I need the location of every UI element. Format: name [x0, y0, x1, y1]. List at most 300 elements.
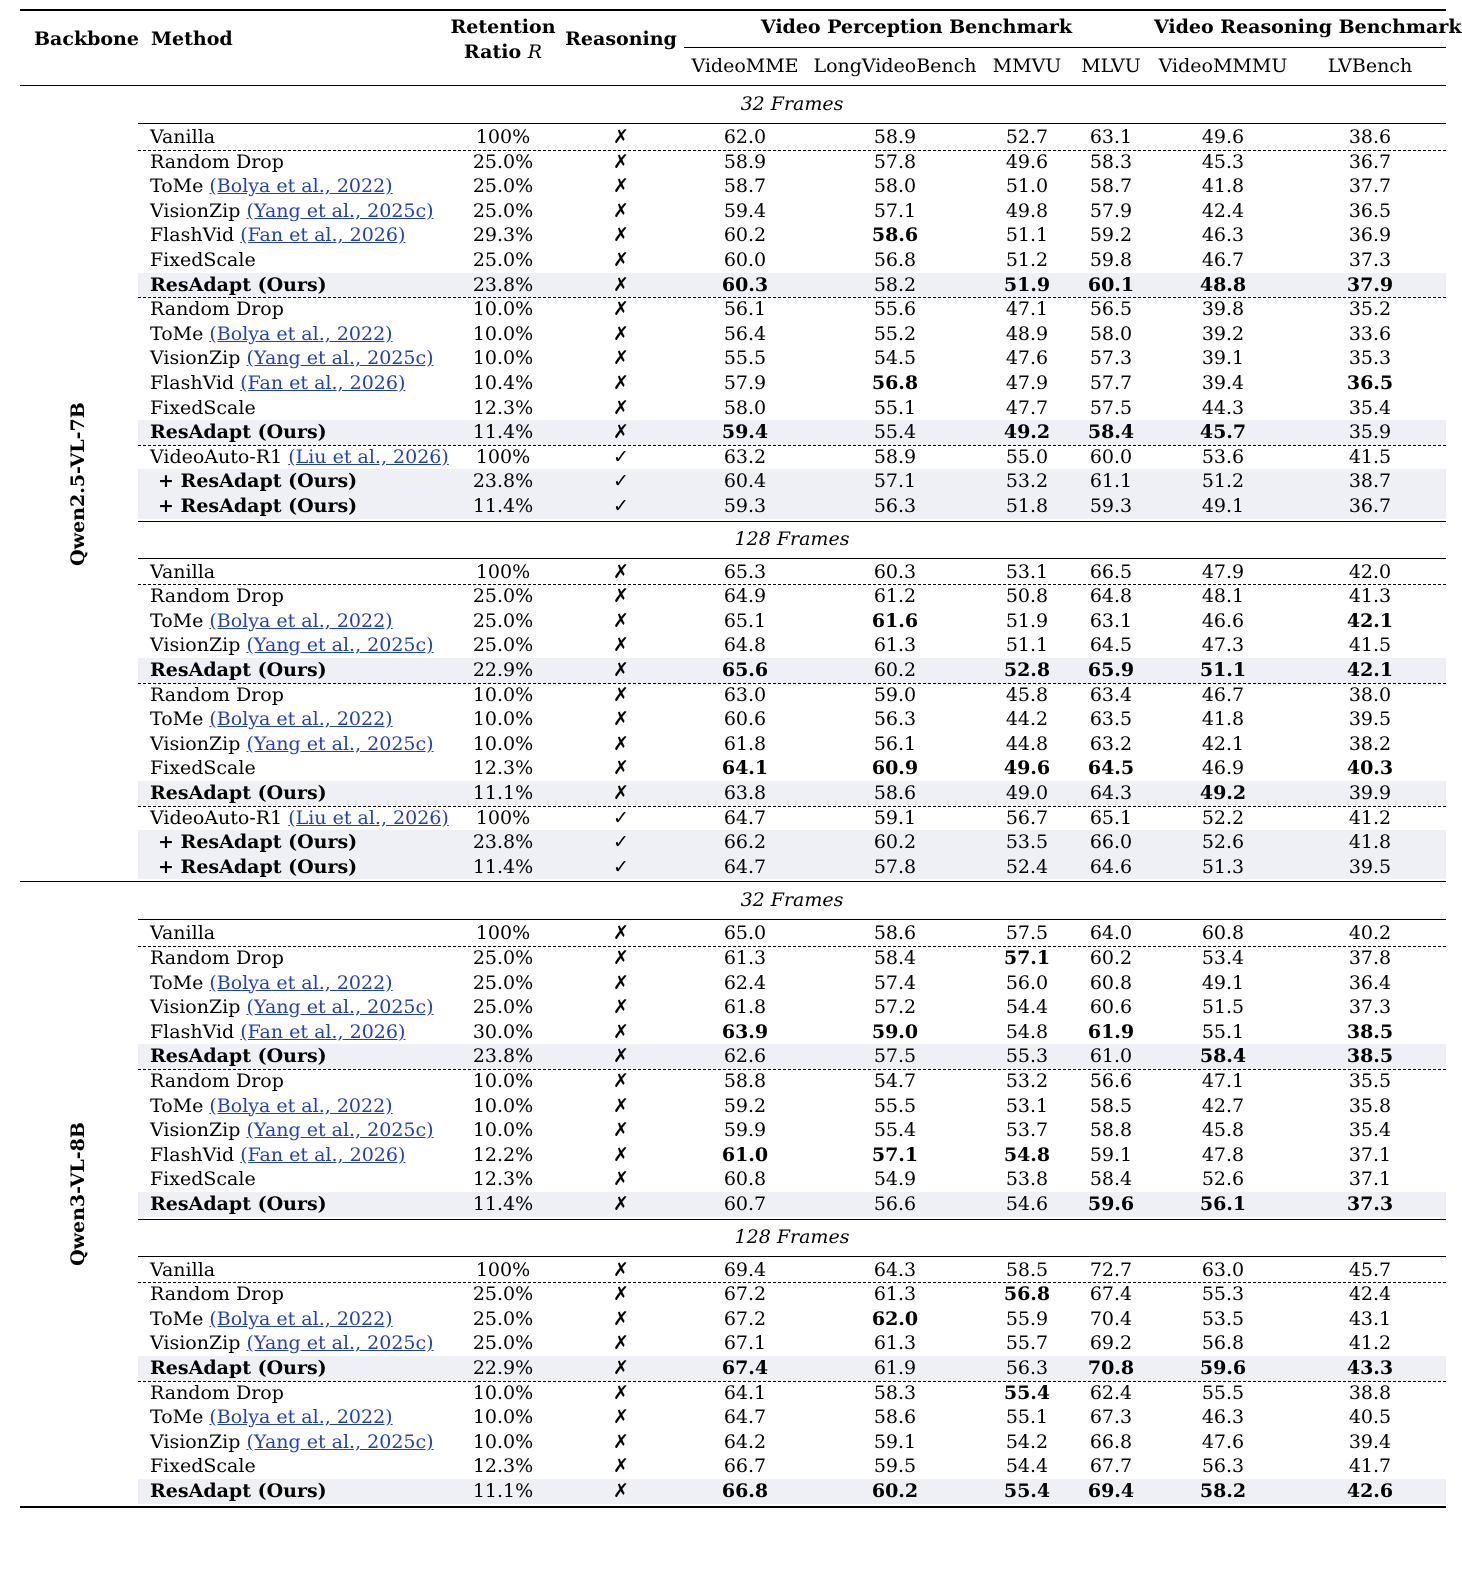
- score-mmvu: 52.4: [1005, 855, 1049, 878]
- retention-ratio: 100%: [475, 445, 531, 468]
- score-lvbench: 39.4: [1348, 1430, 1392, 1453]
- retention-ratio: 25.0%: [472, 971, 534, 994]
- score-mmvu: 51.2: [1005, 249, 1049, 271]
- method-name: ResAdapt (Ours): [150, 1357, 327, 1379]
- method-name: Vanilla: [150, 1258, 216, 1281]
- method-name: + ResAdapt (Ours): [158, 855, 358, 878]
- score-longvideobench: 59.1: [873, 806, 917, 829]
- score-mmvu: 56.8: [1003, 1283, 1051, 1306]
- table-row: [138, 297, 1446, 322]
- score-mmvu: 55.9: [1005, 1307, 1049, 1330]
- retention-ratio: 25.0%: [472, 1283, 534, 1306]
- reasoning-mark: ✗: [613, 634, 629, 657]
- retention-ratio: 25.0%: [472, 996, 534, 1019]
- score-mmvu: 54.4: [1005, 1455, 1049, 1478]
- score-videommmu: 39.2: [1201, 322, 1245, 345]
- citation-link[interactable]: (Bolya et al., 2022): [209, 971, 393, 994]
- score-videommmu: 39.4: [1201, 372, 1245, 394]
- citation-link[interactable]: (Yang et al., 2025c): [246, 1119, 434, 1142]
- citation-link[interactable]: (Fan et al., 2026): [240, 224, 406, 247]
- citation-link[interactable]: (Fan et al., 2026): [240, 372, 406, 394]
- table-row: [138, 396, 1446, 421]
- section-title: 32 Frames: [740, 889, 844, 912]
- table-row: [138, 971, 1446, 996]
- score-videomme: 55.5: [723, 347, 767, 370]
- score-mmvu: 49.2: [1003, 421, 1051, 444]
- retention-ratio: 25.0%: [472, 585, 534, 608]
- score-mlvu: 64.5: [1087, 757, 1135, 780]
- score-mlvu: 61.0: [1089, 1045, 1133, 1068]
- reasoning-mark: ✓: [613, 445, 629, 468]
- score-mmvu: 56.3: [1005, 1357, 1049, 1379]
- score-lvbench: 35.3: [1348, 347, 1392, 370]
- reasoning-mark: ✗: [613, 1168, 629, 1191]
- table-row: [138, 371, 1446, 396]
- table-row: [138, 1331, 1446, 1356]
- section-title: 128 Frames: [734, 1225, 850, 1248]
- reasoning-mark: ✗: [613, 1332, 629, 1355]
- table-row: [138, 199, 1446, 224]
- score-videomme: 59.2: [723, 1094, 767, 1117]
- table-row: [138, 946, 1446, 971]
- score-longvideobench: 59.1: [873, 1430, 917, 1453]
- backbone-label: Qwen3-VL-8B: [67, 1122, 89, 1266]
- score-lvbench: 39.5: [1348, 708, 1392, 731]
- score-mlvu: 67.3: [1089, 1406, 1133, 1429]
- score-longvideobench: 57.4: [873, 971, 917, 994]
- section-title: 32 Frames: [740, 93, 844, 115]
- score-longvideobench: 58.6: [871, 224, 919, 247]
- reasoning-mark: ✗: [613, 1455, 629, 1478]
- score-mmvu: 54.8: [1003, 1143, 1051, 1166]
- retention-ratio: 10.0%: [472, 1430, 534, 1453]
- score-longvideobench: 61.9: [873, 1357, 917, 1379]
- retention-ratio: 25.0%: [472, 609, 534, 632]
- score-lvbench: 42.4: [1348, 1283, 1392, 1306]
- table-row: [138, 1430, 1446, 1455]
- score-videomme: 56.4: [723, 322, 767, 345]
- reasoning-mark: ✗: [613, 421, 629, 444]
- score-videomme: 59.9: [723, 1119, 767, 1142]
- retention-ratio: 11.1%: [472, 1480, 534, 1502]
- citation-link[interactable]: (Fan et al., 2026): [240, 1143, 406, 1166]
- retention-ratio: 30.0%: [472, 1020, 534, 1043]
- score-videomme: 66.8: [721, 1480, 769, 1502]
- score-videomme: 67.4: [721, 1357, 769, 1379]
- score-videomme: 65.6: [721, 659, 769, 681]
- score-videommmu: 51.1: [1199, 659, 1247, 681]
- citation-link[interactable]: (Bolya et al., 2022): [209, 1307, 393, 1330]
- score-mlvu: 57.5: [1089, 396, 1133, 419]
- score-longvideobench: 59.0: [873, 683, 917, 706]
- method-name: Random Drop: [150, 585, 284, 608]
- score-mlvu: 58.3: [1089, 150, 1133, 173]
- score-mmvu: 58.5: [1005, 1258, 1049, 1281]
- method-name: Random Drop: [150, 1070, 284, 1092]
- score-longvideobench: 56.3: [873, 495, 917, 517]
- score-videomme: 63.9: [721, 1020, 769, 1043]
- score-videomme: 59.4: [721, 421, 769, 444]
- table-row: [138, 223, 1446, 248]
- score-mmvu: 55.7: [1005, 1332, 1049, 1355]
- score-mmvu: 55.1: [1005, 1406, 1049, 1429]
- score-videommmu: 41.8: [1201, 708, 1245, 731]
- reasoning-mark: ✗: [613, 1307, 629, 1330]
- score-longvideobench: 56.1: [873, 732, 917, 755]
- table-row: [138, 633, 1446, 658]
- method-name: ResAdapt (Ours): [150, 1480, 327, 1502]
- reasoning-mark: ✗: [613, 708, 629, 731]
- score-mmvu: 48.9: [1005, 322, 1049, 345]
- reasoning-mark: ✗: [613, 1258, 629, 1281]
- method-name: FixedScale: [150, 396, 256, 419]
- score-mmvu: 44.2: [1005, 708, 1049, 731]
- method-name: Random Drop: [150, 947, 284, 969]
- score-longvideobench: 58.6: [873, 1406, 917, 1429]
- score-mlvu: 59.1: [1089, 1143, 1133, 1166]
- method-name: ToMe (Bolya et al., 2022): [150, 708, 393, 731]
- citation-link[interactable]: (Liu et al., 2026): [288, 806, 449, 829]
- score-mmvu: 51.9: [1003, 273, 1051, 296]
- retention-ratio: 25.0%: [472, 175, 534, 198]
- method-name: VideoAuto-R1 (Liu et al., 2026): [150, 806, 449, 829]
- retention-ratio: 100%: [475, 126, 531, 148]
- column-header-videommmu: VideoMMMU: [1158, 55, 1288, 77]
- table-row: [138, 1307, 1446, 1332]
- score-videomme: 58.8: [723, 1070, 767, 1092]
- score-lvbench: 41.5: [1348, 634, 1392, 657]
- score-longvideobench: 60.2: [871, 1480, 919, 1502]
- citation-link[interactable]: (Bolya et al., 2022): [209, 609, 393, 632]
- citation-link[interactable]: (Bolya et al., 2022): [209, 1094, 393, 1117]
- score-lvbench: 42.1: [1346, 609, 1394, 632]
- score-mmvu: 49.8: [1005, 199, 1049, 222]
- score-mmvu: 54.6: [1005, 1193, 1049, 1215]
- method-name: FixedScale: [150, 757, 256, 780]
- score-mlvu: 63.1: [1089, 126, 1133, 148]
- table-row: [138, 921, 1446, 946]
- reasoning-mark: ✓: [613, 855, 629, 878]
- method-name: FixedScale: [150, 1455, 256, 1478]
- reasoning-mark: ✗: [613, 150, 629, 173]
- table-row: [138, 1094, 1446, 1119]
- method-name: ResAdapt (Ours): [150, 421, 327, 444]
- score-videommmu: 46.6: [1201, 609, 1245, 632]
- retention-ratio: 10.0%: [472, 1406, 534, 1429]
- retention-ratio: 29.3%: [472, 224, 534, 247]
- score-lvbench: 36.5: [1346, 372, 1394, 394]
- score-videomme: 63.2: [723, 445, 767, 468]
- table-row: [138, 584, 1446, 609]
- score-mmvu: 53.1: [1005, 560, 1049, 583]
- score-mmvu: 56.0: [1005, 971, 1049, 994]
- retention-ratio: 23.8%: [472, 831, 534, 854]
- citation-link[interactable]: (Liu et al., 2026): [288, 445, 449, 468]
- retention-ratio: 25.0%: [472, 150, 534, 173]
- table-row: [138, 420, 1446, 445]
- score-mlvu: 58.5: [1089, 1094, 1133, 1117]
- bottom-rule: [20, 1506, 1446, 1508]
- score-mlvu: 59.2: [1089, 224, 1133, 247]
- table-row: [138, 781, 1446, 806]
- score-lvbench: 41.2: [1348, 1332, 1392, 1355]
- score-lvbench: 36.4: [1348, 971, 1392, 994]
- retention-ratio: 11.4%: [472, 495, 534, 517]
- score-mmvu: 54.4: [1005, 996, 1049, 1019]
- score-mmvu: 47.1: [1005, 298, 1049, 321]
- method-name: + ResAdapt (Ours): [158, 831, 358, 854]
- table-row: [138, 1454, 1446, 1479]
- score-mmvu: 51.1: [1005, 224, 1049, 247]
- method-name: VisionZip (Yang et al., 2025c): [150, 1430, 434, 1453]
- header-perception-group: Video Perception Benchmark: [760, 16, 1073, 38]
- score-videomme: 65.1: [723, 609, 767, 632]
- score-mlvu: 67.4: [1089, 1283, 1133, 1306]
- citation-link[interactable]: (Yang et al., 2025c): [246, 347, 434, 370]
- citation-link[interactable]: (Bolya et al., 2022): [209, 322, 393, 345]
- score-lvbench: 37.8: [1348, 947, 1392, 969]
- citation-link[interactable]: (Bolya et al., 2022): [209, 708, 393, 731]
- score-mmvu: 54.2: [1005, 1430, 1049, 1453]
- score-lvbench: 36.5: [1348, 199, 1392, 222]
- score-longvideobench: 61.3: [873, 634, 917, 657]
- method-name: + ResAdapt (Ours): [158, 470, 358, 493]
- score-mmvu: 47.7: [1005, 396, 1049, 419]
- score-mmvu: 51.8: [1005, 495, 1049, 517]
- column-header-longvideobench: LongVideoBench: [813, 55, 977, 77]
- score-mmvu: 53.8: [1005, 1168, 1049, 1191]
- table-row: [138, 855, 1446, 880]
- table-row: [138, 1069, 1446, 1094]
- score-mlvu: 58.4: [1089, 1168, 1133, 1191]
- score-longvideobench: 58.3: [873, 1381, 917, 1404]
- score-mmvu: 53.1: [1005, 1094, 1049, 1117]
- citation-link[interactable]: (Yang et al., 2025c): [246, 634, 434, 657]
- retention-ratio: 10.0%: [472, 1094, 534, 1117]
- score-mlvu: 58.7: [1089, 175, 1133, 198]
- score-longvideobench: 58.4: [873, 947, 917, 969]
- score-lvbench: 40.2: [1348, 922, 1392, 945]
- retention-ratio: 23.8%: [472, 470, 534, 493]
- score-lvbench: 38.8: [1348, 1381, 1392, 1404]
- score-longvideobench: 56.6: [873, 1193, 917, 1215]
- method-name: Vanilla: [150, 126, 216, 148]
- table-row: [138, 609, 1446, 634]
- score-lvbench: 39.5: [1348, 855, 1392, 878]
- score-mlvu: 58.8: [1089, 1119, 1133, 1142]
- citation-link[interactable]: (Yang et al., 2025c): [246, 1332, 434, 1355]
- score-videomme: 60.7: [723, 1193, 767, 1215]
- score-longvideobench: 60.9: [871, 757, 919, 780]
- table-row: [138, 806, 1446, 831]
- score-videommmu: 63.0: [1201, 1258, 1245, 1281]
- score-longvideobench: 60.2: [873, 659, 917, 681]
- score-lvbench: 37.1: [1348, 1168, 1392, 1191]
- reasoning-mark: ✗: [613, 273, 629, 296]
- retention-ratio: 25.0%: [472, 249, 534, 271]
- score-mmvu: 54.8: [1005, 1020, 1049, 1043]
- method-name: FlashVid (Fan et al., 2026): [150, 372, 406, 394]
- score-longvideobench: 58.6: [873, 922, 917, 945]
- score-videomme: 65.0: [723, 922, 767, 945]
- header-reasoning-group: Video Reasoning Benchmark: [1154, 16, 1462, 38]
- score-longvideobench: 60.2: [873, 831, 917, 854]
- method-name: VisionZip (Yang et al., 2025c): [150, 732, 434, 755]
- retention-ratio: 25.0%: [472, 1332, 534, 1355]
- retention-ratio: 100%: [475, 1258, 531, 1281]
- reasoning-mark: ✗: [613, 1381, 629, 1404]
- score-videomme: 60.2: [723, 224, 767, 247]
- table-row: [138, 995, 1446, 1020]
- reasoning-mark: ✗: [613, 249, 629, 271]
- score-lvbench: 41.7: [1348, 1455, 1392, 1478]
- score-videommmu: 42.7: [1201, 1094, 1245, 1117]
- score-mmvu: 44.8: [1005, 732, 1049, 755]
- score-lvbench: 42.1: [1346, 659, 1394, 681]
- score-longvideobench: 54.5: [873, 347, 917, 370]
- score-videommmu: 42.1: [1201, 732, 1245, 755]
- score-longvideobench: 55.1: [873, 396, 917, 419]
- reasoning-mark: ✗: [613, 1143, 629, 1166]
- score-mlvu: 66.0: [1089, 831, 1133, 854]
- table-row: [138, 346, 1446, 371]
- score-videommmu: 46.7: [1201, 683, 1245, 706]
- score-mlvu: 61.1: [1089, 470, 1133, 493]
- table-row: [138, 322, 1446, 347]
- score-videomme: 65.3: [723, 560, 767, 583]
- score-videomme: 66.2: [723, 831, 767, 854]
- reasoning-mark: ✗: [613, 585, 629, 608]
- score-longvideobench: 54.9: [873, 1168, 917, 1191]
- method-name: VisionZip (Yang et al., 2025c): [150, 1119, 434, 1142]
- method-name: VisionZip (Yang et al., 2025c): [150, 996, 434, 1019]
- score-videommmu: 47.1: [1201, 1070, 1245, 1092]
- citation-link[interactable]: (Fan et al., 2026): [240, 1020, 406, 1043]
- score-mmvu: 45.8: [1005, 683, 1049, 706]
- retention-ratio: 11.1%: [472, 782, 534, 804]
- score-longvideobench: 58.0: [873, 175, 917, 198]
- score-videomme: 60.3: [721, 273, 769, 296]
- retention-ratio: 10.0%: [472, 708, 534, 731]
- score-videomme: 60.8: [723, 1168, 767, 1191]
- table-row: [138, 1258, 1446, 1283]
- section-rule: [138, 521, 1446, 522]
- method-name: ResAdapt (Ours): [150, 1045, 327, 1068]
- retention-ratio: 10.0%: [472, 1070, 534, 1092]
- retention-ratio: 11.4%: [472, 421, 534, 444]
- score-videommmu: 51.3: [1201, 855, 1245, 878]
- score-mmvu: 53.7: [1005, 1119, 1049, 1142]
- score-videomme: 58.7: [723, 175, 767, 198]
- method-name: + ResAdapt (Ours): [158, 495, 358, 517]
- score-mmvu: 53.2: [1005, 1070, 1049, 1092]
- score-videomme: 64.7: [723, 1406, 767, 1429]
- table-row: [138, 1479, 1446, 1504]
- citation-link[interactable]: (Yang et al., 2025c): [246, 732, 434, 755]
- score-videommmu: 55.1: [1201, 1020, 1245, 1043]
- reasoning-mark: ✗: [613, 1094, 629, 1117]
- score-videomme: 62.0: [723, 126, 767, 148]
- score-mlvu: 61.9: [1087, 1020, 1135, 1043]
- column-header-mmvu: MMVU: [992, 55, 1062, 77]
- method-name: VisionZip (Yang et al., 2025c): [150, 347, 434, 370]
- header-reasoning: Reasoning: [565, 28, 677, 50]
- citation-link[interactable]: (Yang et al., 2025c): [246, 1430, 434, 1453]
- score-mlvu: 59.8: [1089, 249, 1133, 271]
- retention-ratio: 22.9%: [472, 1357, 534, 1379]
- score-lvbench: 42.6: [1346, 1480, 1394, 1502]
- retention-ratio: 10.4%: [472, 372, 534, 394]
- reasoning-mark: ✓: [613, 470, 629, 493]
- score-videommmu: 55.3: [1201, 1283, 1245, 1306]
- reasoning-mark: ✗: [613, 757, 629, 780]
- citation-link[interactable]: (Bolya et al., 2022): [209, 1406, 393, 1429]
- table-row: [138, 732, 1446, 757]
- score-videommmu: 52.6: [1201, 831, 1245, 854]
- score-videomme: 60.0: [723, 249, 767, 271]
- score-longvideobench: 61.6: [871, 609, 919, 632]
- score-mlvu: 57.7: [1089, 372, 1133, 394]
- score-lvbench: 38.5: [1346, 1020, 1394, 1043]
- table-row: [138, 1282, 1446, 1307]
- score-mlvu: 70.8: [1087, 1357, 1135, 1379]
- score-videomme: 64.1: [723, 1381, 767, 1404]
- reasoning-mark: ✗: [613, 947, 629, 969]
- header-retention-line1: Retention: [450, 16, 556, 38]
- score-longvideobench: 57.8: [873, 150, 917, 173]
- score-videomme: 60.4: [723, 470, 767, 493]
- score-mlvu: 64.5: [1089, 634, 1133, 657]
- method-name: FixedScale: [150, 249, 256, 271]
- score-videommmu: 49.1: [1201, 495, 1245, 517]
- citation-link[interactable]: (Yang et al., 2025c): [246, 996, 434, 1019]
- citation-link[interactable]: (Bolya et al., 2022): [209, 175, 393, 198]
- method-name: VisionZip (Yang et al., 2025c): [150, 199, 434, 222]
- table-row: [138, 1405, 1446, 1430]
- reasoning-mark: ✗: [613, 782, 629, 804]
- reasoning-mark: ✗: [613, 224, 629, 247]
- retention-ratio: 10.0%: [472, 347, 534, 370]
- score-longvideobench: 57.1: [873, 199, 917, 222]
- score-lvbench: 37.9: [1346, 273, 1394, 296]
- score-videommmu: 47.6: [1201, 1430, 1245, 1453]
- citation-link[interactable]: (Yang et al., 2025c): [246, 199, 434, 222]
- score-mmvu: 57.1: [1003, 947, 1051, 969]
- score-mmvu: 51.1: [1005, 634, 1049, 657]
- column-header-mlvu: MLVU: [1081, 55, 1141, 77]
- score-videomme: 64.7: [723, 855, 767, 878]
- score-videommmu: 48.8: [1199, 273, 1247, 296]
- table-row: [138, 1143, 1446, 1168]
- score-mmvu: 55.4: [1003, 1480, 1051, 1502]
- score-videomme: 66.7: [723, 1455, 767, 1478]
- score-lvbench: 41.2: [1348, 806, 1392, 829]
- score-mmvu: 53.5: [1005, 831, 1049, 854]
- table-row: [138, 445, 1446, 470]
- method-name: ResAdapt (Ours): [150, 659, 327, 681]
- score-videomme: 67.2: [723, 1307, 767, 1330]
- retention-ratio: 22.9%: [472, 659, 534, 681]
- score-videomme: 69.4: [723, 1258, 767, 1281]
- method-name: ToMe (Bolya et al., 2022): [150, 609, 393, 632]
- method-name: FlashVid (Fan et al., 2026): [150, 1020, 406, 1043]
- score-mlvu: 58.4: [1087, 421, 1135, 444]
- reasoning-mark: ✗: [613, 996, 629, 1019]
- reasoning-mark: ✗: [613, 1283, 629, 1306]
- score-videommmu: 53.5: [1201, 1307, 1245, 1330]
- score-longvideobench: 61.3: [873, 1332, 917, 1355]
- score-mlvu: 60.1: [1087, 273, 1135, 296]
